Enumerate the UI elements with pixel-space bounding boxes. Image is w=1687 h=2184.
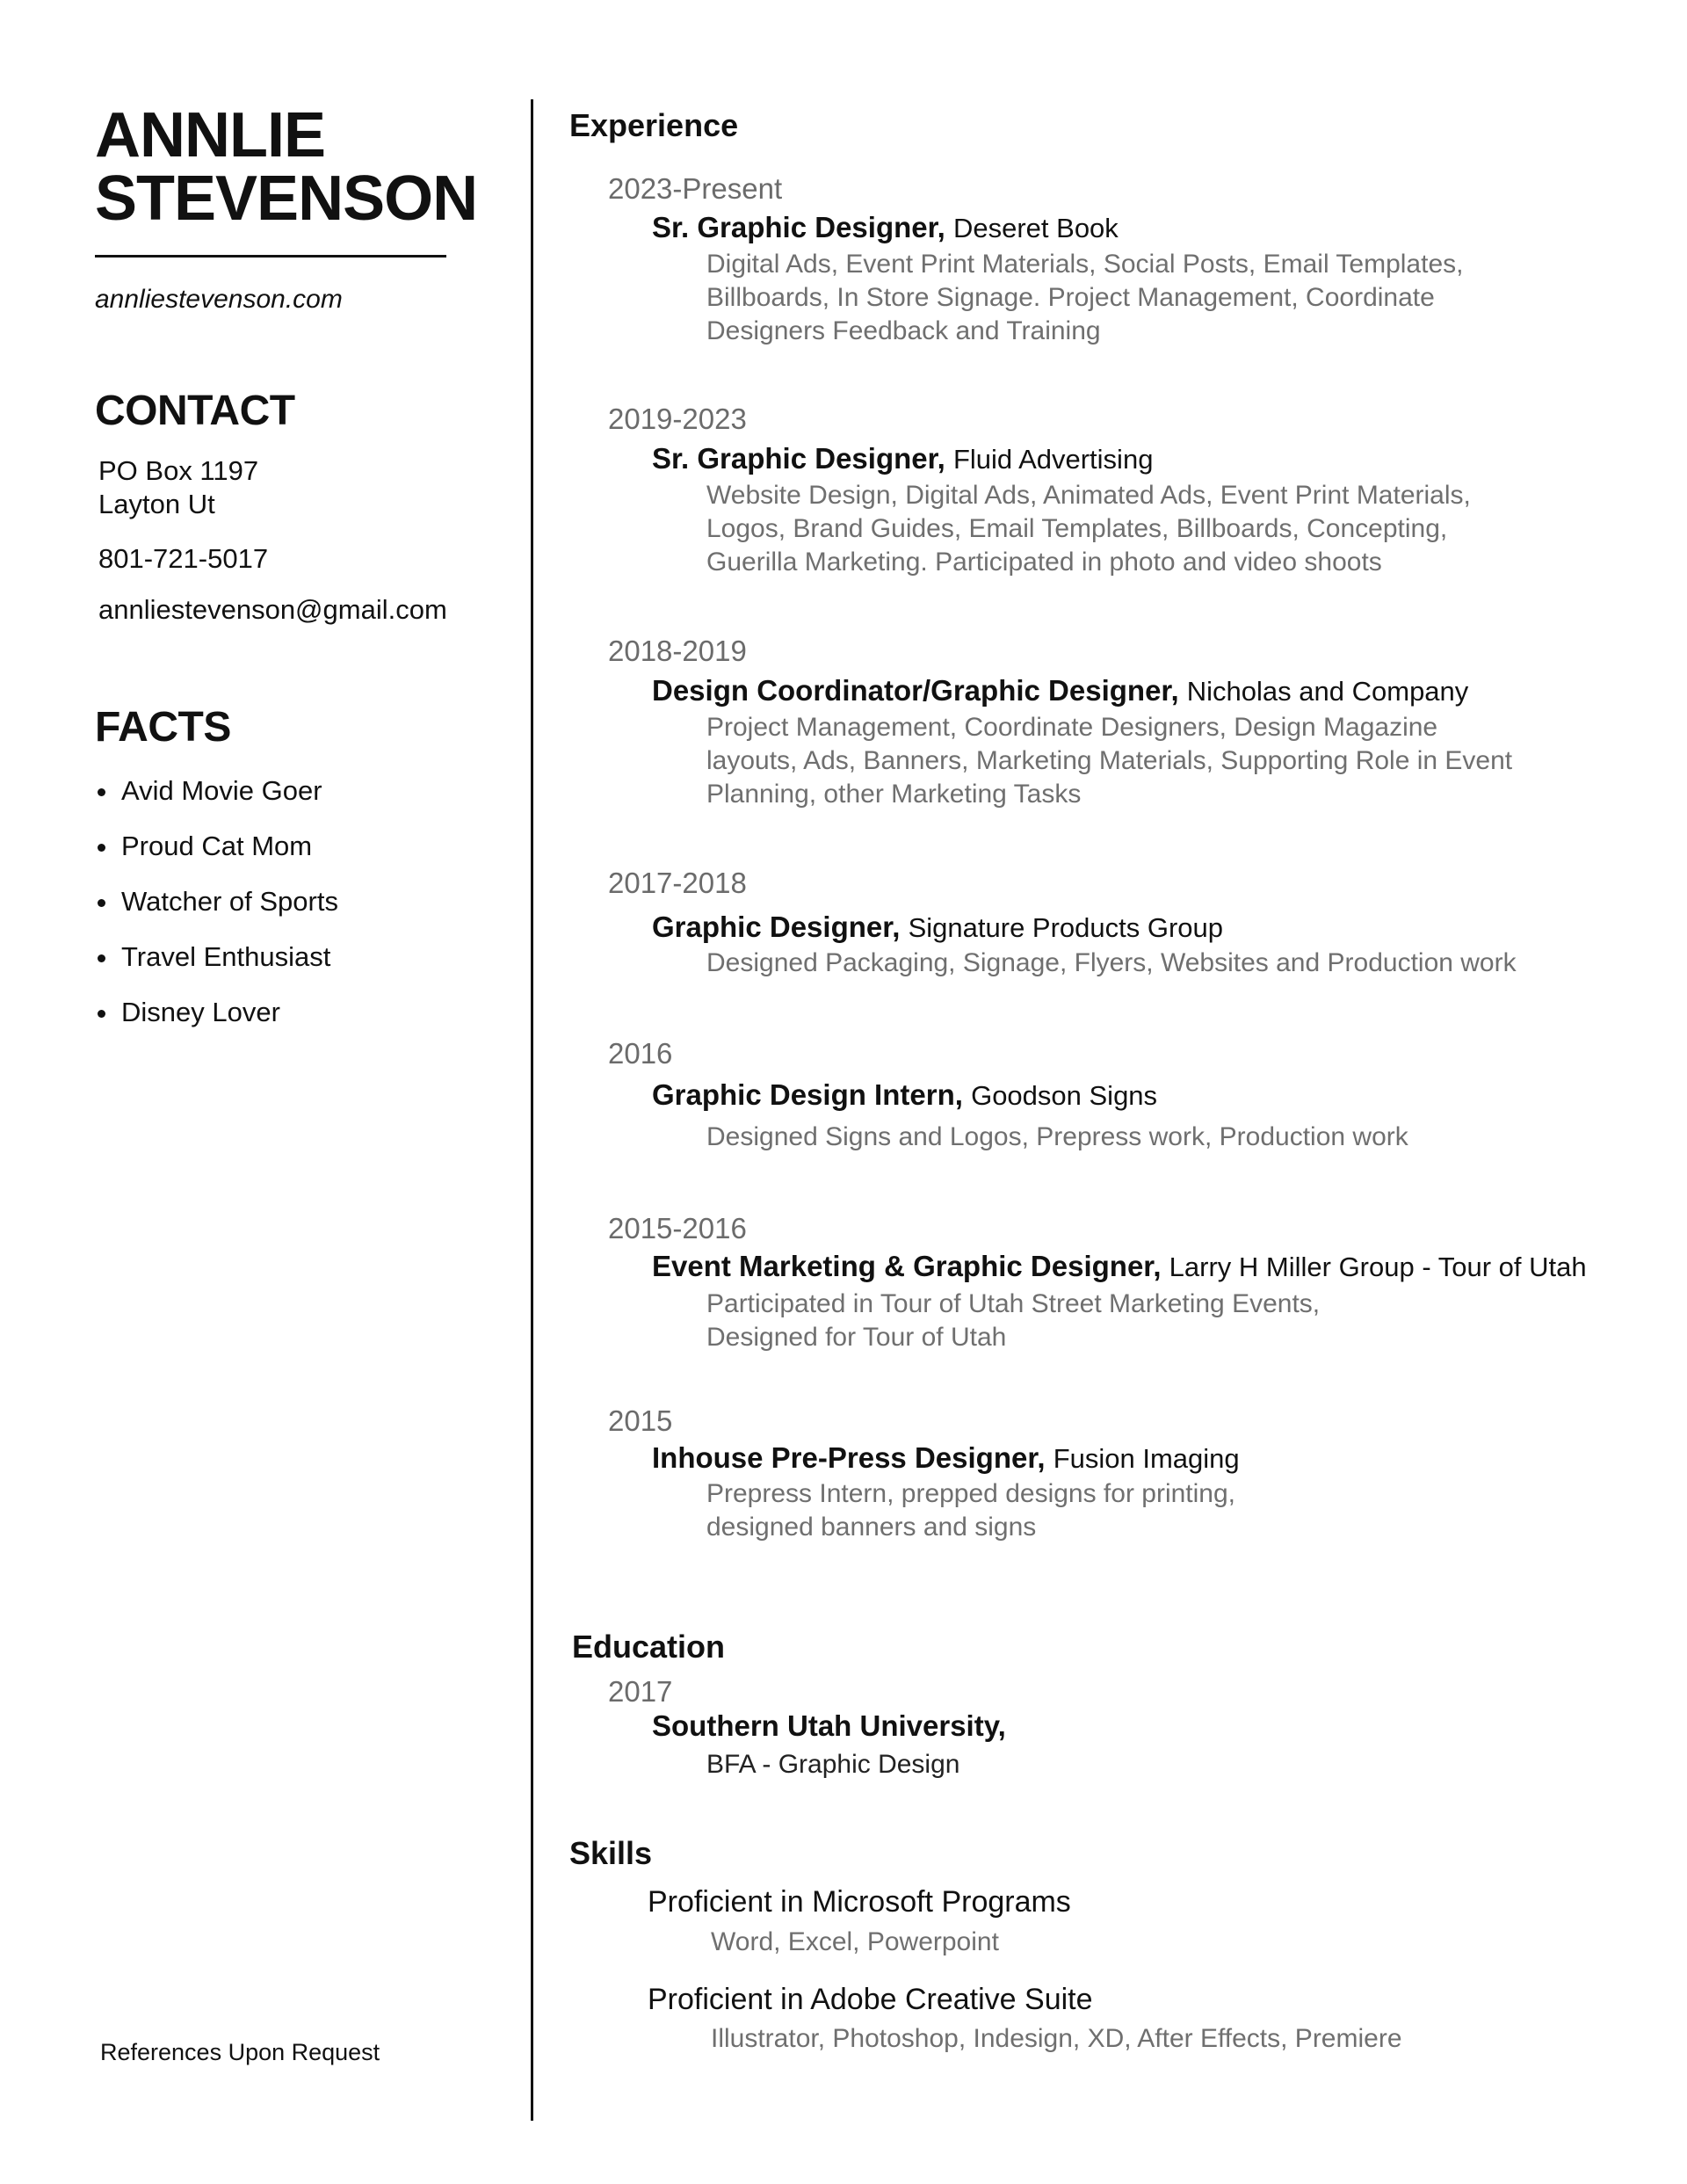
job-title: Event Marketing & Graphic Designer, bbox=[652, 1250, 1162, 1282]
skills-heading: Skills bbox=[569, 1835, 653, 1871]
fact-item: Watcher of Sports bbox=[95, 884, 338, 940]
job-title: Design Coordinator/Graphic Designer, bbox=[652, 674, 1179, 707]
job-role bbox=[652, 1078, 1157, 1112]
job-company: Signature Products Group bbox=[908, 912, 1224, 943]
job-years: 2019-2023 bbox=[608, 403, 747, 435]
education-school: Southern Utah University, bbox=[652, 1709, 1006, 1742]
job-company: Goodson Signs bbox=[971, 1080, 1158, 1111]
job-title: Sr. Graphic Designer, bbox=[652, 211, 945, 243]
website-link[interactable]: annliestevenson.com bbox=[95, 285, 343, 314]
fact-item: Disney Lover bbox=[95, 995, 338, 1050]
skill-title: Proficient in Microsoft Programs bbox=[648, 1885, 1071, 1919]
facts-heading: FACTS bbox=[95, 704, 231, 751]
job-title: Graphic Designer, bbox=[652, 911, 901, 943]
job-years: 2016 bbox=[608, 1037, 673, 1070]
job-role bbox=[652, 442, 1153, 475]
job-years: 2018-2019 bbox=[608, 635, 747, 667]
column-divider bbox=[531, 99, 533, 2121]
bullet-icon bbox=[98, 1010, 105, 1018]
job-description: Designed Signs and Logos, Prepress work, Production work bbox=[706, 1122, 1408, 1151]
bullet-icon bbox=[98, 844, 105, 852]
skill-details: Word, Excel, Powerpoint bbox=[711, 1927, 999, 1956]
job-company: Nicholas and Company bbox=[1186, 676, 1469, 707]
job-description: Designed Packaging, Signage, Flyers, Websites and Production work bbox=[706, 948, 1517, 977]
education-year: 2017 bbox=[608, 1675, 673, 1708]
job-company: Larry H Miller Group - Tour of Utah bbox=[1169, 1252, 1587, 1282]
job-role bbox=[652, 1441, 1240, 1475]
job-years: 2017-2018 bbox=[608, 867, 747, 899]
facts-list bbox=[95, 773, 338, 1050]
name-heading bbox=[95, 100, 478, 234]
contact-heading: CONTACT bbox=[95, 388, 295, 434]
address-line-1: PO Box 1197 bbox=[98, 455, 259, 486]
job-company: Fusion Imaging bbox=[1053, 1443, 1240, 1474]
job-title: Inhouse Pre-Press Designer, bbox=[652, 1441, 1046, 1474]
job-title: Sr. Graphic Designer, bbox=[652, 442, 945, 475]
bullet-icon bbox=[98, 788, 105, 796]
fact-item: Proud Cat Mom bbox=[95, 829, 338, 884]
name-first: ANNLIE bbox=[95, 100, 325, 171]
job-description: Website Design, Digital Ads, Animated Ads, Event Print Materials, Logos, Brand Guides, Email Templates, Billboards, Concepting, Guerilla Marketing. Participated in photo and video shoots bbox=[706, 481, 1471, 577]
job-company: Fluid Advertising bbox=[952, 444, 1154, 475]
name-last: STEVENSON bbox=[95, 163, 478, 234]
phone-number[interactable]: 801-721-5017 bbox=[98, 543, 269, 574]
address-line-2: Layton Ut bbox=[98, 489, 215, 519]
fact-item: Travel Enthusiast bbox=[95, 940, 338, 995]
job-role bbox=[652, 674, 1468, 707]
bullet-icon bbox=[98, 954, 105, 962]
job-years: 2015-2016 bbox=[608, 1212, 747, 1244]
job-years: 2015 bbox=[608, 1404, 673, 1437]
fact-item: Avid Movie Goer bbox=[95, 773, 338, 829]
job-role bbox=[652, 1250, 1587, 1283]
job-role bbox=[652, 911, 1223, 944]
email-address[interactable]: annliestevenson@gmail.com bbox=[98, 594, 447, 625]
references-note: References Upon Request bbox=[100, 2039, 380, 2065]
education-degree: BFA - Graphic Design bbox=[706, 1750, 960, 1779]
job-title: Graphic Design Intern, bbox=[652, 1078, 963, 1111]
skill-title: Proficient in Adobe Creative Suite bbox=[648, 1983, 1093, 2016]
job-years: 2023-Present bbox=[608, 172, 783, 205]
job-company: Deseret Book bbox=[952, 213, 1119, 243]
job-description: Prepress Intern, prepped designs for printing, designed banners and signs bbox=[706, 1479, 1236, 1542]
bullet-icon bbox=[98, 899, 105, 907]
skill-details: Illustrator, Photoshop, Indesign, XD, After Effects, Premiere bbox=[711, 2024, 1402, 2053]
job-description: Project Management, Coordinate Designers, Design Magazine layouts, Ads, Banners, Marketing Materials, Supporting Role in Event Planning, other Marketing Tasks bbox=[706, 713, 1513, 809]
name-underline bbox=[95, 255, 446, 258]
job-role bbox=[652, 211, 1119, 244]
job-description: Participated in Tour of Utah Street Marketing Events, Designed for Tour of Utah bbox=[706, 1289, 1321, 1352]
education-heading: Education bbox=[572, 1629, 726, 1665]
job-description: Digital Ads, Event Print Materials, Social Posts, Email Templates, Billboards, In Store Signage. Project Management, Coordinate Designers Feedback and Training bbox=[706, 250, 1464, 345]
experience-heading: Experience bbox=[569, 107, 739, 143]
